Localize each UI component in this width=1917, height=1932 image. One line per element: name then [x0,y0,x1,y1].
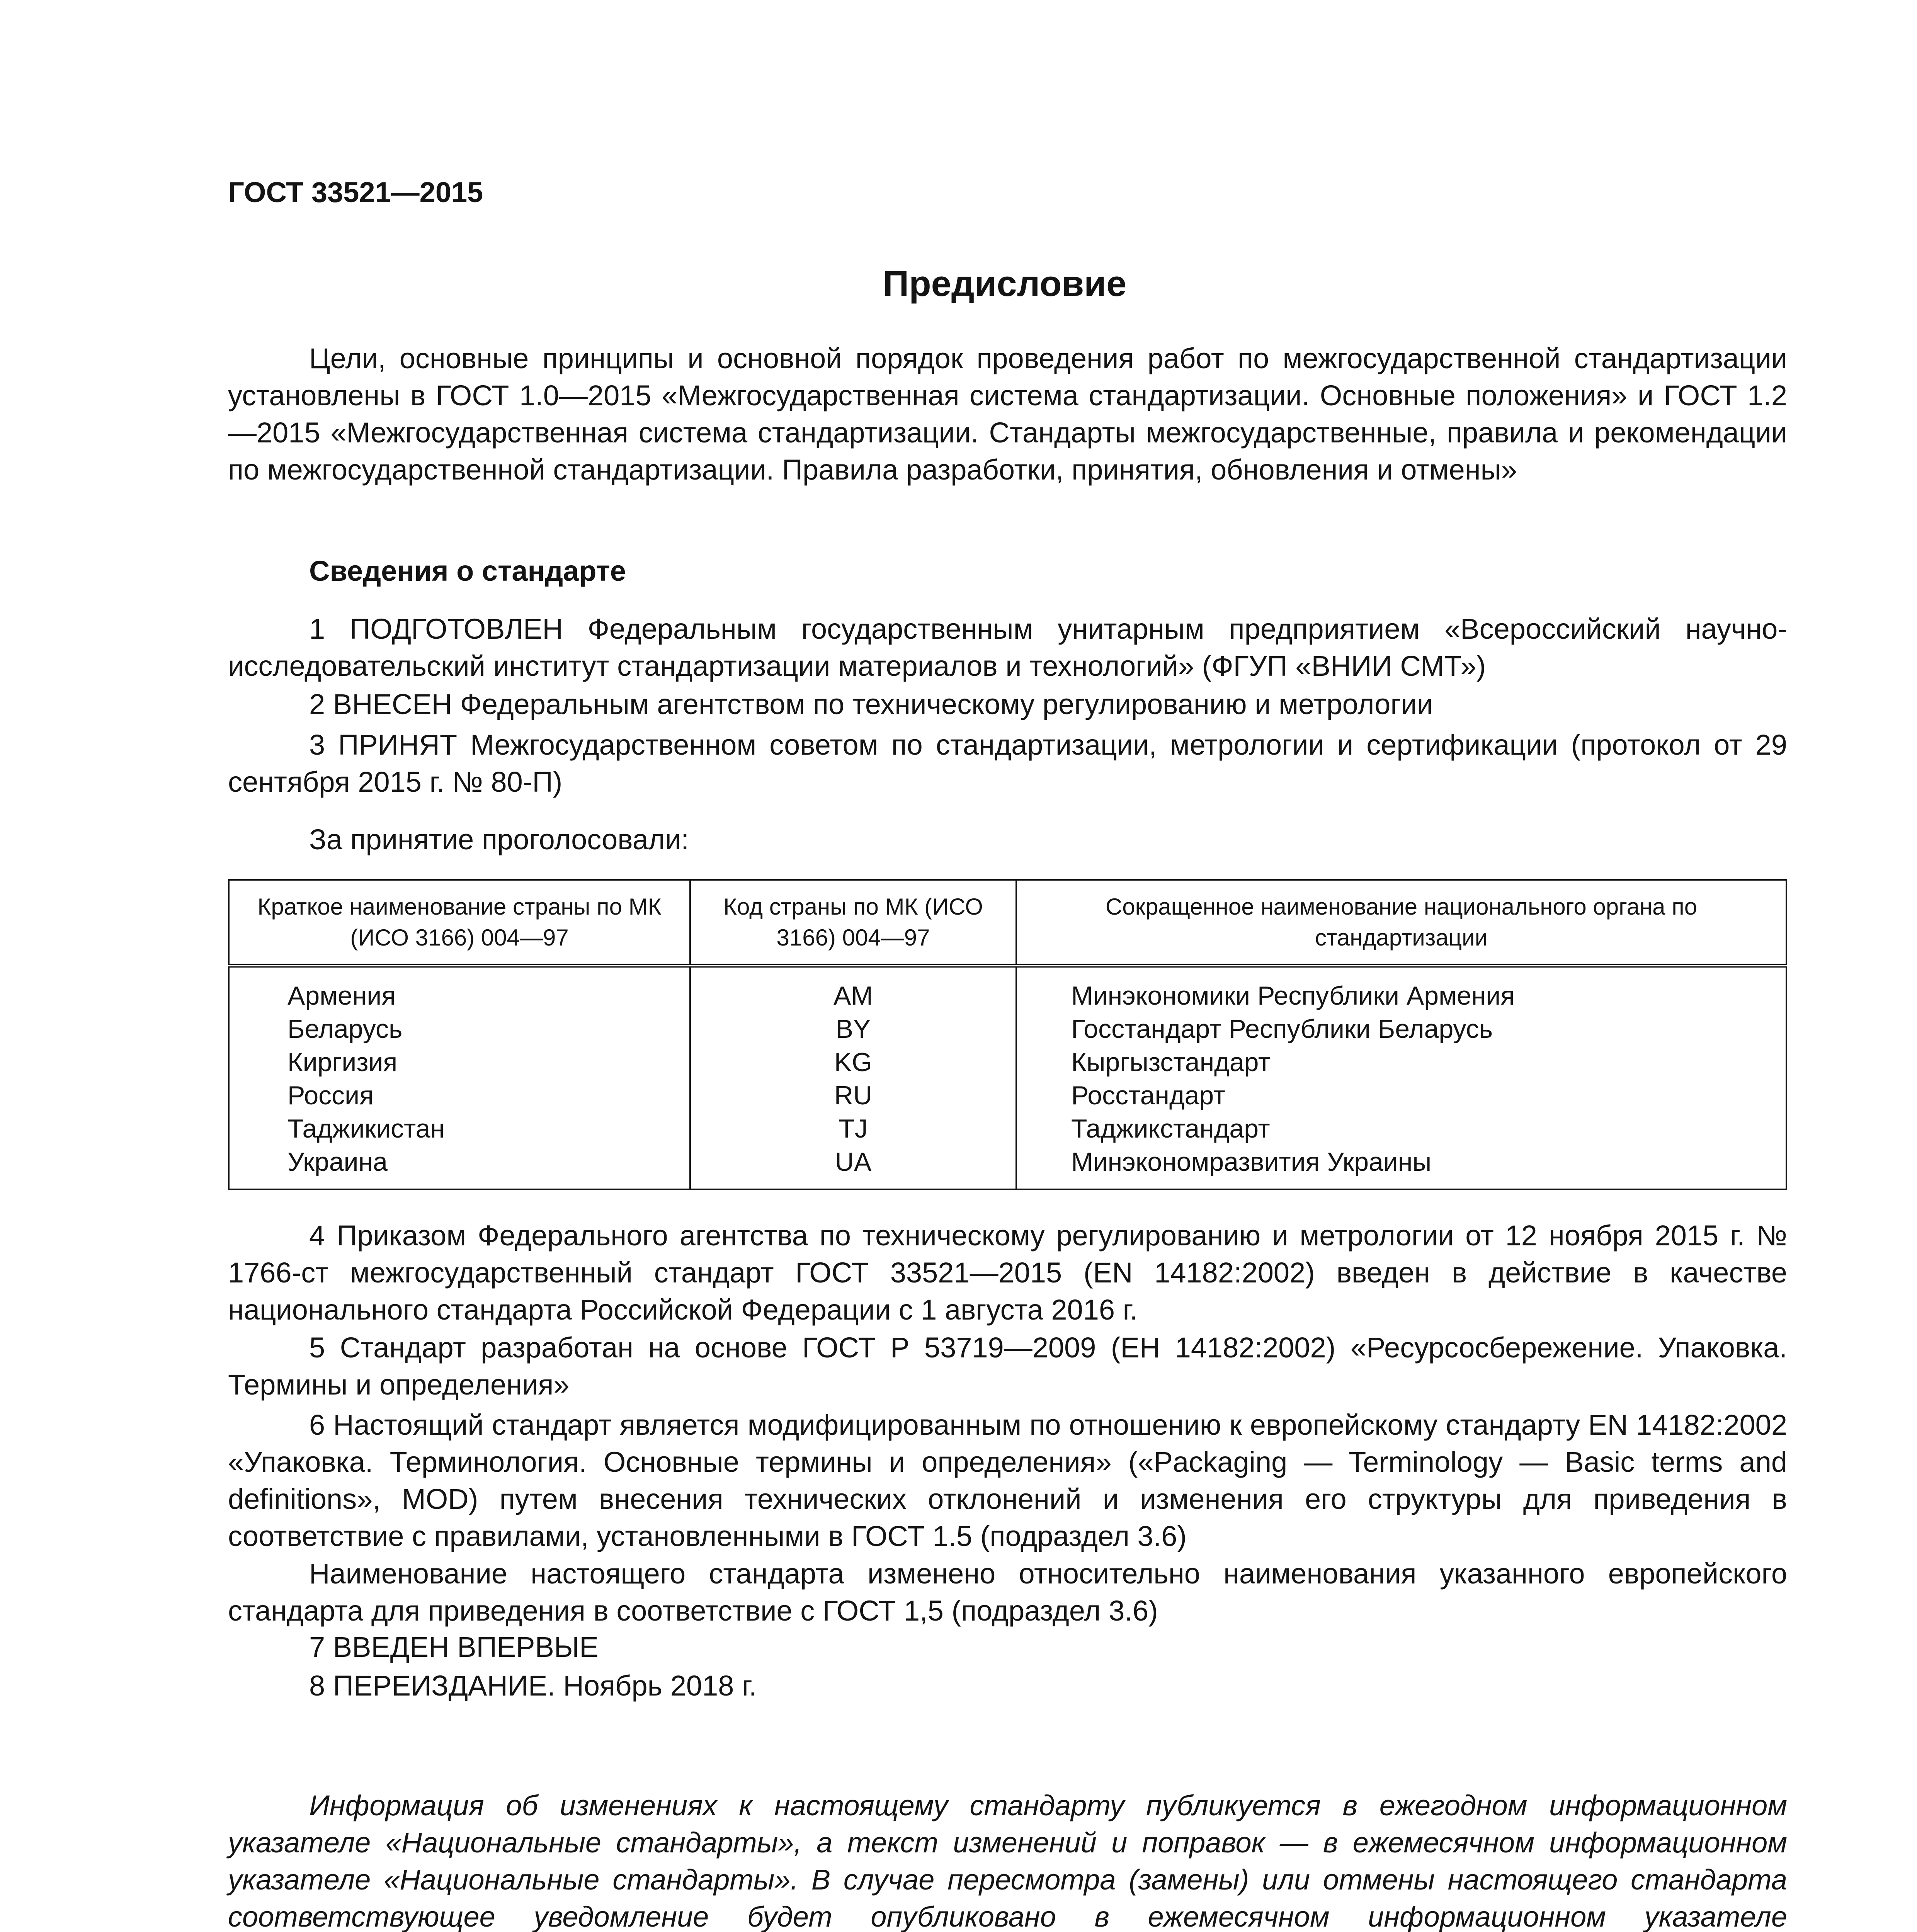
table-header-country: Краткое наименование страны по МК (ИСО 3166) 004—97 [229,880,690,966]
voted-label: За принятие проголосовали: [309,823,689,855]
table-header-code: Код страны по МК (ИСО 3166) 004—97 [690,880,1016,966]
table-cell-country: Беларусь [287,1014,403,1044]
item-5: 5 Стандарт разработан на основе ГОСТ Р 53719—2009 (ЕН 14182:2002) «Ресурсосбережение. Упаковка. Термины и определения» [228,1332,1787,1401]
table-cell-code: TJ [839,1114,868,1143]
item-2: 2 ВНЕСЕН Федеральным агентством по техническому регулированию и метрологии [309,688,1433,720]
table-cell-agency: Кыргызстандарт [1071,1048,1271,1077]
code-list [690,966,1016,1189]
item-1: 1 ПОДГОТОВЛЕН Федеральным государственным унитарным предприятием «Всероссийский научно-исследовательский институт стандартизации материалов и технологий» (ФГУП «ВНИИ СМТ») [228,613,1787,682]
table-cell-country: Армения [287,981,396,1010]
table-cell-agency: Таджикстандарт [1071,1114,1270,1143]
country-list [229,966,690,1189]
item-4: 4 Приказом Федерального агентства по техническому регулированию и метрологии от 12 ноября 2015 г. № 1766-ст межгосударственный стандарт ГОСТ 33521—2015 (EN 14182:2002) введен в действие в качестве национального стандарта Российской Федерации с 1 августа 2016 г. [228,1219,1787,1326]
table-cell-code: AM [833,981,873,1010]
document-header: ГОСТ 33521—2015 [228,176,483,208]
intro-paragraph: Цели, основные принципы и основной порядок проведения работ по межгосударственной стандартизации установлены в ГОСТ 1.0—2015 «Межгосударственная система стандартизации. Основные положения» и ГОСТ 1.2—2015 «Межгосударственная система стандартизации. Стандарты межгосударственные, правила и рекомендации по межгосударственной стандартизации. Правила разработки, принятия, обновления и отмены» [228,342,1787,486]
item-3: 3 ПРИНЯТ Межгосударственном советом по стандартизации, метрологии и сертификации (протокол от 29 сентября 2015 г. № 80-П) [228,729,1787,798]
voting-table [228,879,1787,1190]
table-cell-code: KG [834,1048,873,1077]
table-cell-agency: Минэкономразвития Украины [1071,1147,1432,1177]
table-cell-agency: Госстандарт Республики Беларусь [1071,1014,1493,1044]
info-note: Информация об изменениях к настоящему стандарту публикуется в ежегодном информационном указателе «Национальные стандарты», а текст изменений и поправок — в ежемесячном информационном указателе «Национальные стандарты». В случае пересмотра (замены) или отмены настоящего стандарта соответствующее уведомление будет опубликовано в ежемесячном информационном указателе [228,1789,1787,1932]
table-cell-code: BY [835,1014,871,1044]
table-cell-code: UA [835,1147,872,1177]
section-title: Сведения о стандарте [309,555,626,587]
table-cell-code: RU [834,1081,873,1110]
agency-list [1016,966,1786,1189]
item-7: 7 ВВЕДЕН ВПЕРВЫЕ [309,1631,599,1663]
table-cell-country: Россия [287,1081,374,1110]
item-6-note: Наименование настоящего стандарта изменено относительно наименования указанного европейского стандарта для приведения в соответствие с ГОСТ 1,5 (подраздел 3.6) [228,1558,1787,1627]
table-cell-agency: Росстандарт [1071,1081,1225,1110]
item-8: 8 ПЕРЕИЗДАНИЕ. Ноябрь 2018 г. [309,1670,757,1702]
item-6: 6 Настоящий стандарт является модифицированным по отношению к европейскому стандарту EN 14182:2002 «Упаковка. Терминология. Основные термины и определения» («Packaging — Terminology — Basic terms and definitions», MOD) путем внесения технических отклонений и изменения его структуры для приведения в соответствие с правилами, установленными в ГОСТ 1.5 (подраздел 3.6) [228,1409,1787,1552]
table-cell-country: Украина [287,1147,388,1177]
table-cell-country: Таджикистан [287,1114,445,1143]
table-cell-agency: Минэкономики Республики Армения [1071,981,1515,1010]
table-cell-country: Киргизия [287,1048,398,1077]
page-title: Предисловие [883,263,1127,304]
table-header-agency: Сокращенное наименование национального органа по стандартизации [1016,880,1786,966]
